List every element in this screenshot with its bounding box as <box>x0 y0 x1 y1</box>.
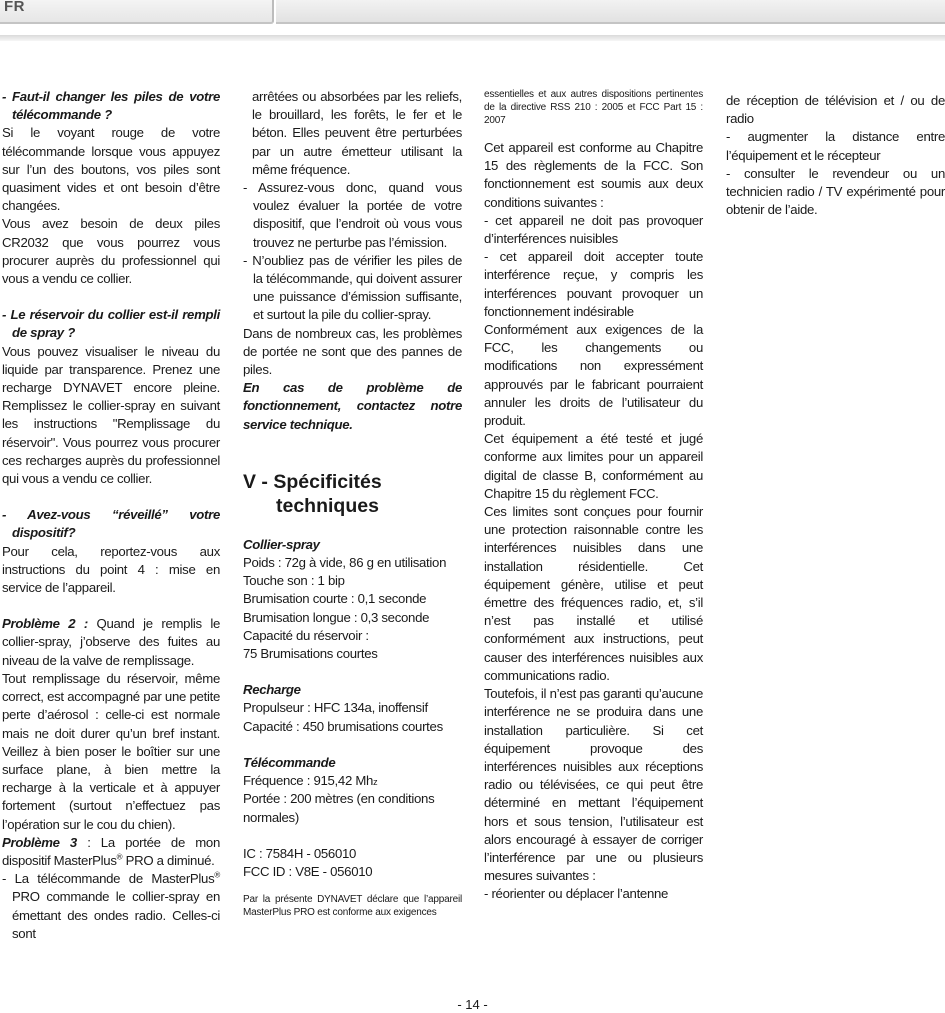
paragraph: Ces limites sont conçues pour fournir une protection raisonnable contre les interférences nuisibles dans une installation résidentielle. Cet équipement génère, utilise et peut émettre des fréquences radio, et, s’il n’est pas installé et utilisé conformément aux instructions, peut causer des interférences nuisibles aux communications radio. <box>484 504 703 683</box>
paragraph: Vous avez besoin de deux piles CR2032 que vous pourrez vous procurer auprès du professionnel qui vous a vendu ce collier. <box>2 216 220 287</box>
section-title <box>243 470 462 518</box>
spec-line: Brumisation longue : 0,3 seconde <box>243 609 430 625</box>
section-title-line-1: V - Spécificités <box>243 470 382 493</box>
paragraph: Dans de nombreux cas, les problèmes de portée ne sont que des pannes de piles. <box>243 325 462 378</box>
paragraph: Vous pouvez visualiser le niveau du liquide par transparence. Prenez une recharge DYNAVET encore pleine. Remplissez le collier-spray en suivant les instructions "Remplissage du réservoir". Vous pourrez vous procurer ces recharges auprès du professionnel qui vous a vendu ce collier. <box>2 343 220 487</box>
frequency-text: Fréquence : 915,42 Mh <box>243 773 374 789</box>
page-number: - 14 - <box>457 997 488 1012</box>
page-header <box>0 0 945 36</box>
question-batteries: - Faut-il changer les piles de votre télécommande ? <box>2 89 220 123</box>
registered-mark: ® <box>214 870 220 880</box>
paragraph: - cet appareil ne doit pas provoquer d’interférences nuisibles <box>484 212 703 247</box>
paragraph: arrêtées ou absorbées par les reliefs, le brouillard, les forêts, le fer et le béton. Elles peuvent être perturbées par un autre émetteur utilisant la même fréquence. <box>252 89 462 177</box>
spec-line: Touche son : 1 bip <box>243 573 345 589</box>
registered-mark: ® <box>116 852 123 862</box>
declaration: Par la présente DYNAVET déclare que l’appareil MasterPlus PRO est conforme aux exigences <box>243 894 462 919</box>
problem-3 <box>2 834 220 870</box>
problem-2 <box>2 615 220 670</box>
column-1 <box>2 88 220 943</box>
paragraph: - augmenter la distance entre l’équipement et le récepteur <box>726 129 945 163</box>
spec-frequency <box>243 772 462 790</box>
bullet-remote <box>2 870 220 943</box>
paragraph: de réception de télévision et / ou de radio <box>726 93 945 127</box>
paragraph: Pour cela, reportez-vous aux instructions du point 4 : mise en service de l’appareil. <box>2 543 220 596</box>
question-wake: - Avez-vous “réveillé” votre dispositif? <box>2 507 220 541</box>
spec-heading-remote: Télécommande <box>243 754 336 770</box>
spec-line: Capacité du réservoir : <box>243 627 369 643</box>
spec-line: Portée : 200 mètres (en conditions normales) <box>243 791 435 825</box>
header-tab-language <box>0 0 274 24</box>
spec-line: 75 Brumisations courtes <box>243 646 378 662</box>
spec-line: Propulseur : HFC 134a, inoffensif <box>243 700 428 716</box>
column-3 <box>484 88 703 904</box>
declaration-continued: essentielles et aux autres dispositions pertinentes de la directive RSS 210 : 2005 et FCC Part 15 : 2007 <box>484 89 703 126</box>
problem-3-end: PRO a diminué. <box>122 852 215 868</box>
paragraph: Toutefois, il n’est pas garanti qu’aucune interférence ne se produira dans une installation particulière. Si cet équipement provoque des interférences nuisibles aux réceptions radio ou télévisées, ce qui peut être déterminé en mettant l’équipement hors et sous tension, l’utilisateur est alors encouragé à essayer de corriger l’interférence par une ou plusieurs mesures suivantes : <box>484 686 703 884</box>
bullet-remote-end: PRO commande le collier-spray en émettant des ondes radio. Celles-ci sont <box>12 889 220 941</box>
question-reservoir: - Le réservoir du collier est-il rempli de spray ? <box>2 307 220 341</box>
paragraph: - réorienter ou déplacer l’antenne <box>484 886 669 902</box>
column-4 <box>726 92 945 219</box>
spec-heading-collar: Collier-spray <box>243 536 320 552</box>
paragraph: Cet appareil est conforme au Chapitre 15 des règlements de la FCC. Son fonctionnement est soumis aux deux conditions suivantes : <box>484 140 703 210</box>
bullet-assurez: - Assurez-vous donc, quand vous voulez évaluer la portée de votre dispositif, que l’endroit où vous vous trouvez ne perturbe pas l’émission. <box>243 180 462 250</box>
header-tab-blank <box>276 0 945 24</box>
problem-2-text: Quand je remplis le collier-spray, j’observe des fuites au niveau de la valve de remplissage. <box>2 616 220 668</box>
problem-2-label: Problème 2 : <box>2 616 88 632</box>
column-2 <box>243 88 462 919</box>
bullet-remote-start: - La télécommande de MasterPlus <box>2 871 215 887</box>
section-title-line-2: techniques <box>276 494 379 517</box>
service-note: En cas de problème de fonctionnement, contactez notre service technique. <box>243 380 462 432</box>
language-label: FR <box>4 0 25 15</box>
paragraph: Si le voyant rouge de votre télécommande lorsque vous appuyez sur l’un des boutons, vos piles sont quasiment vides et ont besoin d’être changées. <box>2 125 220 214</box>
spec-heading-refill: Recharge <box>243 682 301 698</box>
problem-3-label: Problème 3 <box>2 834 77 850</box>
fcc-id: FCC ID : V8E - 056010 <box>243 863 373 879</box>
ic-number: IC : 7584H - 056010 <box>243 845 357 861</box>
paragraph: Conformément aux exigences de la FCC, les changements ou modifications non expressément approuvés par le fabricant pourraient annuler les droits de l’utilisateur du produit. <box>484 322 703 429</box>
frequency-unit-tail: z <box>373 777 378 788</box>
problem-3-text: : La portée de mon dispositif MasterPlus <box>2 834 220 868</box>
paragraph: - consulter le revendeur ou un technicien radio / TV expérimenté pour obtenir de l’aide. <box>726 165 945 218</box>
paragraph: - cet appareil doit accepter toute interférence reçue, y compris les interférences pouvant provoquer un fonctionnement indésirable <box>484 249 703 319</box>
paragraph: Tout remplissage du réservoir, même correct, est accompagné par une petite perte d’aérosol : celle-ci est normale mais ne doit durer qu’un bref instant. Veillez à bien poser le boîtier sur une surface plane, à bien mettre la recharge à la verticale et à appuyer fortement (surtout n’effectuez pas l’opération sur le cou du chien). <box>2 670 220 832</box>
spec-line: Capacité : 450 brumisations courtes <box>243 718 443 734</box>
bullet-piles: - N’oubliez pas de vérifier les piles de la télécommande, qui doivent assurer une puissance d’émission suffisante, et surtout la pile du collier-spray. <box>243 252 462 323</box>
spec-line: Poids : 72g à vide, 86 g en utilisation <box>243 555 447 571</box>
spec-line: Brumisation courte : 0,1 seconde <box>243 591 427 607</box>
paragraph: Cet équipement a été testé et jugé conforme aux limites pour un appareil digital de classe B, conformément au Chapitre 15 du règlement FCC. <box>484 431 703 501</box>
header-rule <box>0 35 945 41</box>
